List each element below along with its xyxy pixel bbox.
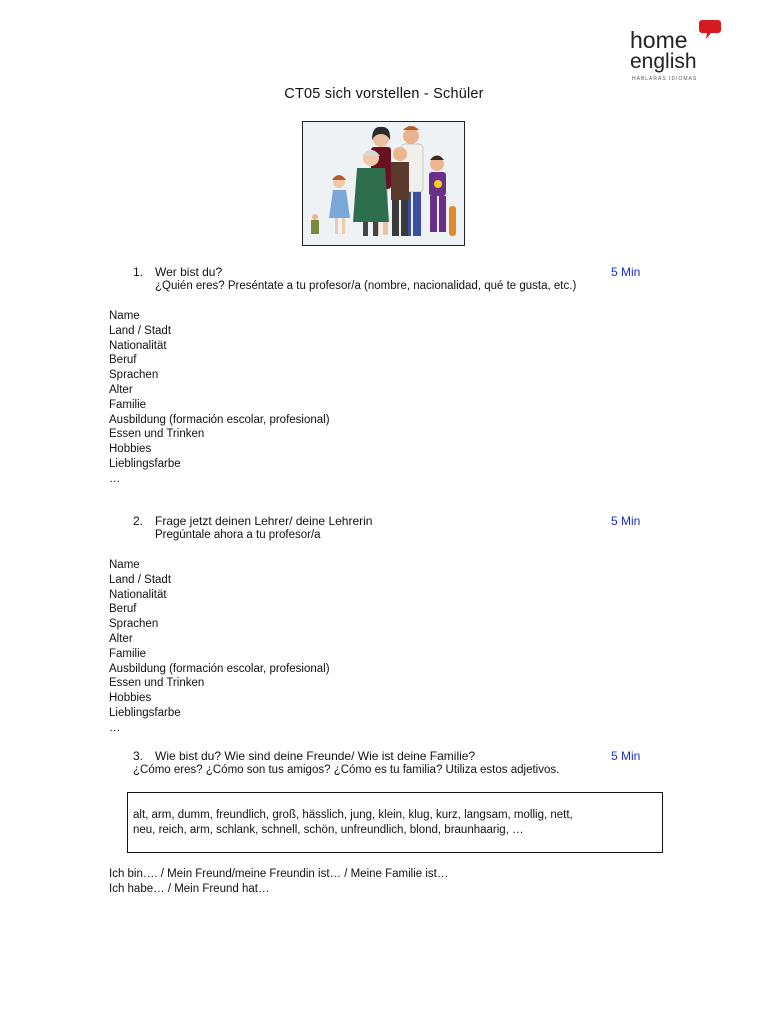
list-item: Lieblingsfarbe xyxy=(109,706,181,719)
section-1-topic-list xyxy=(109,309,330,487)
list-item: Nationalität xyxy=(109,339,167,352)
section-3-title: Wie bist du? Wie sind deine Freunde/ Wie ist deine Familie? xyxy=(155,749,476,763)
list-item: Ausbildung (formación escolar, profesional) xyxy=(109,662,330,675)
svg-text:english: english xyxy=(630,50,697,73)
list-item: Beruf xyxy=(109,354,137,367)
list-item: Nationalität xyxy=(109,588,167,601)
section-3-number: 3. xyxy=(133,749,144,763)
list-item: Land / Stadt xyxy=(109,573,172,586)
list-item: Lieblingsfarbe xyxy=(109,457,181,470)
section-3-subtitle: ¿Cómo eres? ¿Cómo son tus amigos? ¿Cómo es tu familia? Utiliza estos adjetivos. xyxy=(133,764,560,776)
list-item: … xyxy=(109,721,121,734)
section-2-heading xyxy=(133,514,372,528)
list-item: Essen und Trinken xyxy=(109,677,205,690)
list-item: Hobbies xyxy=(109,443,152,456)
list-item: … xyxy=(109,472,121,485)
list-item: Essen und Trinken xyxy=(109,428,205,441)
section-1-title: Wer bist du? xyxy=(155,265,223,279)
section-1-number: 1. xyxy=(133,265,144,279)
list-item: Hobbies xyxy=(109,692,152,705)
list-item: Name xyxy=(109,559,140,571)
family-illustration xyxy=(302,121,465,246)
list-item: Familie xyxy=(109,647,147,660)
section-1-subtitle: ¿Quién eres? Preséntate a tu profesor/a (nombre, nacionalidad, qué te gusta, etc.) xyxy=(155,280,577,292)
worksheet-title: CT05 sich vorstellen - Schüler xyxy=(284,86,484,102)
list-item: Ausbildung (formación escolar, profesional) xyxy=(109,413,330,426)
sentence-starters xyxy=(109,867,448,897)
adjective-box xyxy=(127,792,663,853)
list-item: Sprachen xyxy=(109,369,159,382)
adjectives-line-2: neu, reich, arm, schlank, schnell, schön, unfreundlich, blond, braunhaarig, … xyxy=(133,824,524,836)
sentence-starter-2: Ich habe… / Mein Freund hat… xyxy=(109,883,270,895)
section-2-duration: 5 Min xyxy=(611,514,641,528)
list-item: Beruf xyxy=(109,603,137,616)
svg-text:home: home xyxy=(630,27,688,53)
adjectives-line-1: alt, arm, dumm, freundlich, groß, hässlich, jung, klein, klug, kurz, langsam, mollig, nett, xyxy=(133,809,573,821)
home-english-logo xyxy=(628,18,724,84)
list-item: Familie xyxy=(109,398,147,411)
list-item: Name xyxy=(109,310,140,322)
list-item: Alter xyxy=(109,383,133,396)
section-2-title: Frage jetzt deinen Lehrer/ deine Lehrerin xyxy=(155,514,373,528)
section-2-subtitle: Pregúntale ahora a tu profesor/a xyxy=(155,529,321,541)
speech-bubble-icon xyxy=(699,20,721,39)
sentence-starter-1: Ich bin…. / Mein Freund/meine Freundin ist… / Meine Familie ist… xyxy=(109,868,449,880)
section-2-topic-list xyxy=(109,558,330,736)
family-picture xyxy=(303,122,464,245)
section-3-heading xyxy=(133,749,475,763)
list-item: Alter xyxy=(109,632,133,645)
section-3-duration: 5 Min xyxy=(611,749,641,763)
logo-graphic xyxy=(628,18,724,84)
list-item: Land / Stadt xyxy=(109,324,172,337)
svg-text:HABLARÁS IDIOMAS: HABLARÁS IDIOMAS xyxy=(632,76,698,82)
section-1-duration: 5 Min xyxy=(611,265,641,279)
section-2-number: 2. xyxy=(133,514,144,528)
section-1-heading xyxy=(133,265,222,279)
list-item: Sprachen xyxy=(109,618,159,631)
